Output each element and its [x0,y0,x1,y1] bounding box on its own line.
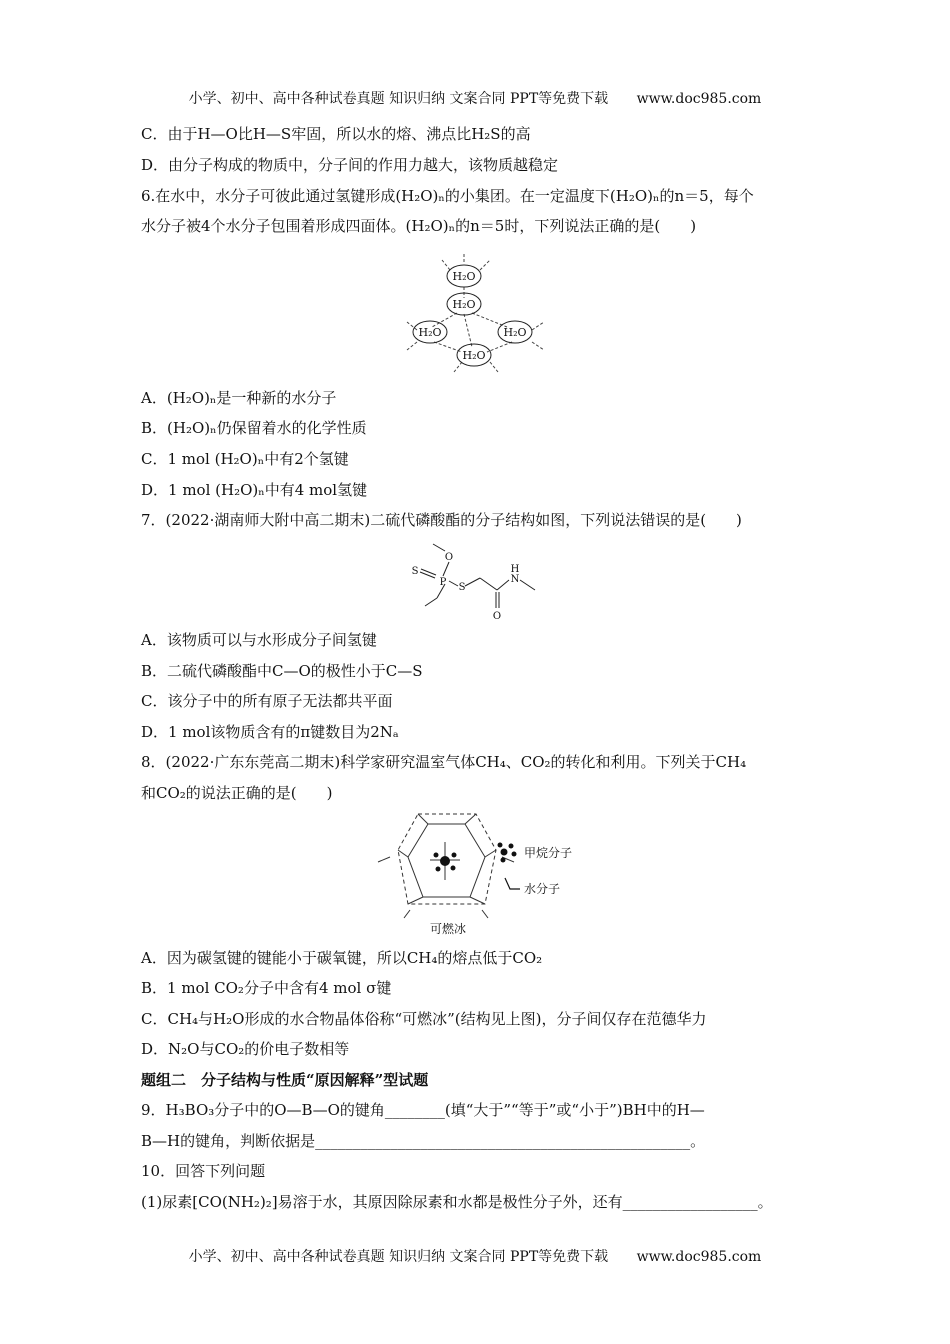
atom-p: P [439,577,447,588]
q7-option-b: B．二硫代磷酸酯中C—O的极性小于C—S [141,662,423,680]
q8-option-d: D．N₂O与CO₂的价电子数相等 [141,1040,350,1058]
water-label: H₂O [503,326,527,339]
footer-left: 小学、初中、高中各种试卷真题 知识归纳 文案合同 PPT等免费下载 [188,1249,609,1265]
q7-stem: 7．(2022·湖南师大附中高二期末)二硫代磷酸酯的分子结构如图，下列说法错误的是( ) [141,511,742,529]
q9-stem-1: 9．H₃BO₃分子中的O—B—O的键角________(填“大于”“等于”或“小于”)BH中的H— [141,1101,705,1119]
water-label: H₂O [418,326,442,339]
header-right: www.doc985.com [636,91,762,107]
page-footer [0,1246,950,1266]
q6-stem-2: 水分子被4个水分子包围着形成四面体。(H₂O)ₙ的n＝5时，下列说法正确的是( ) [141,217,697,235]
q8-stem-2: 和CO₂的说法正确的是( ) [141,784,333,802]
section-heading: 题组二 分子结构与性质“原因解释”型试题 [141,1071,429,1089]
header-left: 小学、初中、高中各种试卷真题 知识归纳 文案合同 PPT等免费下载 [188,91,609,107]
q8-stem-1: 8．(2022·广东东莞高二期末)科学家研究温室气体CH₄、CO₂的转化和利用。下列关于CH₄ [141,753,747,771]
q7-option-c: C．该分子中的所有原子无法都共平面 [141,692,393,710]
q8-option-a: A．因为碳氢键的键能小于碳氧键，所以CH₄的熔点低于CO₂ [141,949,543,967]
water-label: H₂O [452,270,476,283]
q5-option-c: C．由于H—O比H—S牢固，所以水的熔、沸点比H₂S的高 [141,125,531,143]
q10-part1: (1)尿素[CO(NH₂)₂]易溶于水，其原因除尿素和水都是极性分子外，还有__________________。 [141,1193,773,1211]
q8-option-c: C．CH₄与H₂O形成的水合物晶体俗称“可燃冰”(结构见上图)，分子间仅存在范德华力 [141,1010,707,1028]
dithiophosphate-structure [405,538,550,626]
footer-right: www.doc985.com [636,1249,762,1265]
atom-s: S [458,582,466,593]
q7-option-a: A．该物质可以与水形成分子间氢键 [141,631,377,649]
q7-option-d: D．1 mol该物质含有的π键数目为2Nₐ [141,723,399,741]
q5-option-d: D．由分子构成的物质中，分子间的作用力越大，该物质越稳定 [141,156,559,174]
water-label: H₂O [462,349,486,362]
atom-h: H [510,564,520,575]
q6-option-c: C．1 mol (H₂O)ₙ中有2个氢键 [141,450,349,468]
page-header [0,88,950,108]
water-cluster-figure [402,250,552,375]
atom-s: S [411,566,419,577]
q10-stem: 10．回答下列问题 [141,1162,266,1180]
q6-option-a: A．(H₂O)ₙ是一种新的水分子 [141,389,337,407]
q6-option-b: B．(H₂O)ₙ仍保留着水的化学性质 [141,419,367,437]
figure-caption: 可燃冰 [430,922,467,936]
q8-option-b: B．1 mol CO₂分子中含有4 mol σ键 [141,979,392,997]
atom-o: O [444,552,454,563]
atom-n: N [510,574,520,585]
q9-stem-2: B—H的键角，判断依据是__________________________________________________。 [141,1132,706,1150]
water-label: H₂O [452,298,476,311]
combustible-ice-figure [370,812,600,940]
legend-water: 水分子 [524,882,561,896]
q6-option-d: D．1 mol (H₂O)ₙ中有4 mol氢键 [141,481,368,499]
atom-o: O [492,611,502,622]
q6-stem-1: 6.在水中，水分子可彼此通过氢键形成(H₂O)ₙ的小集团。在一定温度下(H₂O)ₙ的n＝5，每个 [141,187,754,205]
legend-methane: 甲烷分子 [524,846,573,860]
